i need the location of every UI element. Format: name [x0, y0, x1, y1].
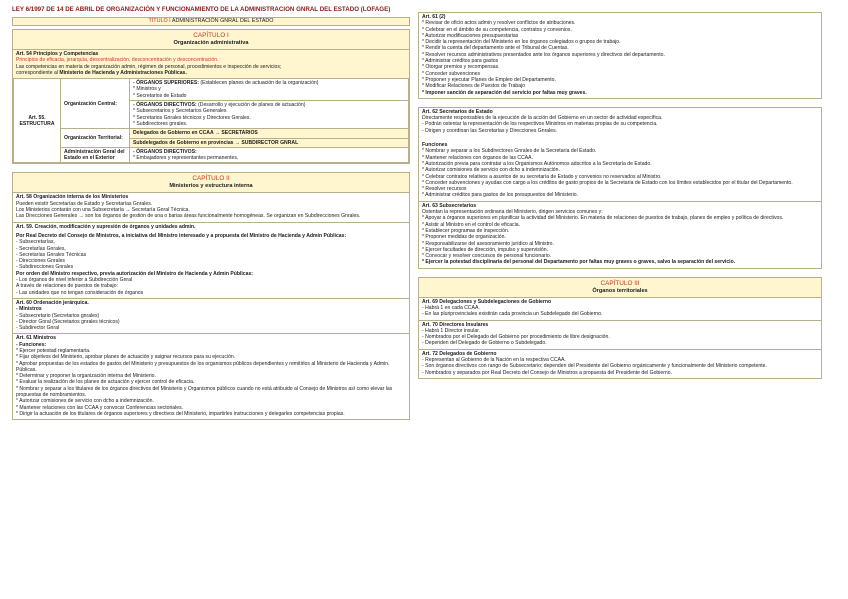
art69-section [419, 297, 821, 320]
art72-title: Art. 72 Delegados de Gobierno [422, 350, 497, 357]
art61-item: * Fijar objetivos del Ministerio, aprobar planes de actuación y asignar recursos para su ejecución. [16, 354, 236, 361]
art61-item: * Dirigir la actuación de los titulares de órganos superiores y directivos del Ministerio, impartirles instrucciones y delegarles competencias propias. [16, 410, 345, 417]
art61b-item: * Otorgar premios y recompensas. [422, 64, 500, 71]
org-dir-item: * Subsecretarios y Secretarios Generales [133, 108, 227, 115]
capitulo-1-header [13, 30, 409, 49]
art63-item: * Apoyar a órganos superiores en planificar la actividad del Ministerio. En materia de relaciones de puestos de trabajo, planes de empleo y política de directivos. [422, 215, 784, 222]
art58-title: Art. 58 Organización interna de los Ministerios [16, 194, 129, 201]
art70-section [419, 320, 821, 349]
art58-section [13, 192, 409, 221]
art61b-item: * Administrar créditos para gastos [422, 58, 499, 65]
art61b-item: * Conceder subvenciones [422, 70, 481, 77]
art69-item: - En las pluriprovinciales existirán cada provincia un Subdelegado del Gobierno. [422, 311, 603, 318]
art54-line2 [16, 70, 406, 76]
art62-line: - Podrán ostentar la representación de los respectivos Ministros en materias propias de su competencia. [422, 121, 658, 128]
ext-item: * Embajadores y representantes permanentes. [133, 155, 239, 162]
capitulo-2-title: CAPÍTULO II [192, 175, 230, 183]
capitulo-3-subtitle: Órganos territoriales [592, 287, 648, 294]
art61b-item: * Resolver recursos administrativos presentados ante los órganos superiores y directivos del departamento. [422, 51, 665, 58]
titulo-text: ADMINISTRACIÓN GNRAL DEL ESTADO [171, 18, 274, 24]
art62-item: * Mantener relaciones con órganos de las CCAA. [422, 154, 533, 161]
art72-section [419, 349, 821, 378]
art59-orden-item: - Los órganos de nivel inferior a Subdirección Gnral [16, 277, 133, 284]
art61-item: * Determinar y proponer la organización interna del Ministerio. [16, 373, 156, 380]
org-sup-item: * Secretarios de Estado [133, 92, 187, 99]
capitulo-2-subtitle: Ministerios y estructura interna [169, 183, 253, 190]
art59-orden-item: - Las unidades que no tengan consideración de órganos [16, 289, 144, 296]
org-sup-desc: (Establecen planes de actuación de la organización) [198, 80, 319, 87]
org-sup-item: * Ministros y [133, 86, 161, 93]
art59-orden: Por orden del Ministro respectivo, previa autorización del Ministro de Hacienda y Admin Públicas: [16, 270, 254, 277]
art61b-section [419, 13, 821, 98]
capitulo-2-header [13, 173, 409, 192]
org-dir-item: * Secretarios Gnrales técnicos y Directores Gnrales. [133, 114, 251, 121]
art59-item: - Subdirecciones Gnrales [16, 264, 74, 271]
organos-superiores-cell [130, 79, 409, 101]
art61-item: * Autorizar comisiones de servicio con dcho a indemnización. [16, 398, 154, 405]
art59-rd: Por Real Decreto del Consejo de Ministros, a iniciativa del Ministro interesado y a propuesta del Ministro de Hacienda y Admin Públicas: [16, 232, 347, 239]
organos-directivos-cell [130, 101, 409, 129]
art61b-item: * Autorizar modificaciones presupuestarias [422, 32, 519, 39]
capitulo-3-header [419, 278, 821, 297]
titulo-heading [13, 18, 409, 25]
art54-title: Art. 54 Principios y Competencias [16, 51, 99, 57]
capitulo-1-subtitle: Organización administrativa [173, 40, 249, 46]
art61b-item: * Celebrar en el ámbito de su competencia, contratos y convenios. [422, 26, 572, 33]
art61b-item: * Revisar de oficio actos admin y resolver conflictos de atribuciones. [422, 20, 576, 27]
art62-item: * Autorizar comisiones de servicio con dcho a indemnización. [422, 167, 560, 174]
capitulo-1-box [12, 29, 410, 164]
art54-line2a: correspondiente al [16, 69, 60, 76]
org-territorial-label: Organización Territorial: [61, 129, 130, 148]
art70-item: - Dependen del Delegado de Gobierno o Subdelegado. [422, 340, 547, 347]
art63-title: Art. 63 Subsecretarios [422, 202, 477, 209]
right-column [418, 6, 822, 379]
art61-item: * Aprobar propuestas de los estados de gastos del Ministerio y presupuestos de los organismos públicos dependientes y remitirlos al Ministerio de Hacienda y Admin. Públicas. [16, 360, 390, 373]
art63-item: * Asistir al Ministro en el control de eficacia. [422, 221, 520, 228]
art61-sub: - Funciones: [16, 341, 47, 348]
art62-item: * Conceder subvenciones y ayudas con cargo a los créditos de gasto propios de la Secretaría de Estado con los límites establecidos por el titular del Departamento. [422, 179, 793, 186]
art54-line1: Las competencias en materia de organización admin, régimen de personal, procedimientos e inspección de servicios; [16, 63, 282, 70]
art62-63-box [418, 107, 822, 269]
art59-section [13, 222, 409, 298]
art72-item: - Nombrados y separados por Real Decreto del Consejo de Ministros a propuesta del Presidente del Gobierno. [422, 369, 673, 376]
art72-item: - Son órganos directivos con rango de Subsecretario; dependen del Presidente del Gobierno orgánicamente y funcionalmente del Ministerio competente. [422, 363, 767, 370]
art60-item: - Subsecretario (Secretarios gnrales) [16, 312, 100, 319]
art63-item: * Proponer medidas de organización. [422, 234, 506, 241]
art61-cont-box [418, 12, 822, 99]
titulo-label: TÍTULO I [148, 18, 171, 24]
org-sup-title: - ÓRGANOS SUPERIORES: [133, 80, 199, 87]
art72-item: - Representan al Gobierno de la Nación en la respectiva CCAA. [422, 357, 566, 364]
admin-exterior-label: Administración Gnral del Estado en el Exterior [61, 147, 130, 163]
art62-title: Art. 62 Secretarios de Estado [422, 108, 493, 115]
art62-item: * Celebrar contratos relativos a asuntos de su secretaría de Estado y convenios no reservados al Ministro. [422, 173, 662, 180]
art61-item: * Ejercer potestad reglamentaria. [16, 347, 91, 354]
art58-line: Las Direcciones Generales → son los órganos de gestión de una o barias áreas funcionalmente homogéneas. Se organizan en Subdirecciones Gnrales. [16, 213, 361, 220]
art63-item: * Convocar y resolver concursos de personal funcionario. [422, 253, 552, 260]
capitulo-2-box [12, 172, 410, 420]
art54-principios: Principios de eficacia, jerarquía, descentralización, desconcentración y desconcentración. [16, 57, 219, 64]
art61-item: * Mantener relaciones con las CCAA y convocar Conferencias sectoriales. [16, 404, 184, 411]
art61b-item: * Decidir la representación del Ministerio en los órganos colegiados o grupos de trabajo. [422, 39, 621, 46]
capitulo-3-box [418, 277, 822, 379]
art60-item: - Director Gnral (Secretarios gnrales técnicos) [16, 318, 120, 325]
art62-item: * Autorización previa para contratar a los Organismos Autónomos adscritos a la Secretaría de Estado. [422, 160, 652, 167]
art70-title: Art. 70 Directores Insulares [422, 321, 489, 328]
art60-section [13, 298, 409, 333]
art62-line: - Dirigen y coordinan las Secretarías y Direcciones Gnrales. [422, 127, 558, 134]
art61b-title: Art. 61 (2) [422, 14, 446, 20]
art59-orden-item: A través de relaciones de puestos de trabajo: [16, 283, 118, 290]
art61-section [13, 333, 409, 419]
art70-item: - Nombrados por el Delegado del Gobierno por procedimiento de libre designación. [422, 334, 610, 341]
titulo-box [12, 17, 410, 26]
art63-item: * Responsabilizarse del asesoramiento jurídico al Ministro. [422, 240, 554, 247]
art63-item: * Establecer programas de inspección. [422, 227, 510, 234]
art55-label: Art. 55. ESTRUCTURA [14, 79, 61, 163]
ext-title: - ÓRGANOS DIRECTIVOS: [133, 148, 197, 155]
territorial-row-1: Delegados de Gobierno en CCAA → SECRETARIOS [130, 129, 409, 138]
left-column [12, 6, 410, 420]
capitulo-1-title: CAPÍTULO I [193, 32, 229, 39]
art58-line: Los Ministerios contarán con una Subsecretaría → Secretaría Gnral Técnica. [16, 207, 190, 214]
art61b-item: * Rendir la cuenta del departamento ante el Tribunal de Cuentas. [422, 45, 569, 52]
org-dir-desc: (Desarrollo y ejecución de planes de actuación) [196, 102, 306, 109]
art59-item: - Direcciones Gnrales [16, 258, 65, 265]
art59-item: - Subsecretarías, [16, 239, 55, 246]
exterior-cell [130, 147, 409, 163]
art58-line: Pueden existir Secretarías de Estado y Secretarías Gnrales. [16, 200, 153, 207]
territorial-row-2: Subdelegados de Gobierno en provincias → SUBDIRECTOR GNRAL [130, 138, 409, 147]
page-title: LEY 6/1997 DE 14 DE ABRIL DE ORGANIZACIÓN Y FUNCIONAMIENTO DE LA ADMINISTRACION GNRAL DEL ESTADO (LOFAGE) [12, 6, 391, 13]
art63-last: * Ejercer la potestad disciplinaria del personal del Departamento por faltas muy graves o graves, salvo la separación del servicio. [422, 259, 736, 266]
art61b-item: * Proponer y ejecutar Planes de Empleo del Departamento. [422, 76, 556, 83]
capitulo-3-title: CAPÍTULO III [600, 279, 640, 287]
art63-item: * Ejercer facultades de dirección, impulso y supervisión. [422, 246, 548, 253]
art70-item: - Habrá 1 Director insular. [422, 327, 481, 334]
art62-section [419, 108, 821, 201]
org-central-label: Organización Central: [61, 79, 130, 129]
art61-item: * Evaluar la realización de los planes de actuación y ejercer control de eficacia. [16, 379, 195, 386]
art61-item: * Nombrar y separar a los titulares de los órganos directivos del Ministerio y Organismos públicos cuando no está atribuido al Consejo de Ministros así como elevar las propuestas de nombramientos. [16, 385, 393, 399]
org-dir-item: * Subdirectores gnrales. [133, 120, 188, 127]
art63-item: Ostentan la representación ordinaria del Ministerio, dirigen servicios comunes y: [422, 209, 603, 216]
art59-item: - Secretarías Gnrales Técnicas [16, 251, 87, 258]
art63-section [419, 201, 821, 268]
art59-title: Art. 59. Creación, modificación y supresión de órganos y unidades admin. [16, 223, 196, 230]
art62-item: * Resolver recursos [422, 186, 467, 193]
art62-item: * Nombrar y separar a los Subdirectores Gnrales de la Secretaría del Estado. [422, 148, 597, 155]
art60-title: Art. 60 Ordenación jerárquica. [16, 299, 89, 306]
art60-sub: - Ministros [16, 306, 42, 313]
org-dir-title: - ÓRGANOS DIRECTIVOS: [133, 102, 197, 109]
art69-item: - Habrá 1 en cada CCAA. [422, 304, 480, 311]
art59-item: - Secretarías Gnrales, [16, 245, 66, 252]
art61b-item: * Modificar Relaciones de Puestos de Trabajo [422, 83, 526, 90]
art62-item: * Administrar créditos para gastos de los presupuestos del Ministerio. [422, 192, 579, 199]
art60-item: - Subdirector Gnral [16, 325, 60, 332]
art61-title: Art. 61 Ministros [16, 335, 56, 342]
art69-title: Art. 69 Delegaciones y Subdelegaciones de Gobierno [422, 298, 552, 305]
art62-funciones: Funciones [422, 142, 448, 149]
art61b-last: * Imponer sanción de separación del servicio por faltas muy graves. [422, 89, 587, 96]
estructura-table [13, 78, 409, 163]
art54-section [13, 49, 409, 78]
art62-line: Directamente responsables de la ejecución de la acción del Gobierno en un sector de actividad específica. [422, 115, 663, 122]
art54-line2b: Ministerio de Hacienda y Administraciones Públicas. [59, 69, 187, 76]
